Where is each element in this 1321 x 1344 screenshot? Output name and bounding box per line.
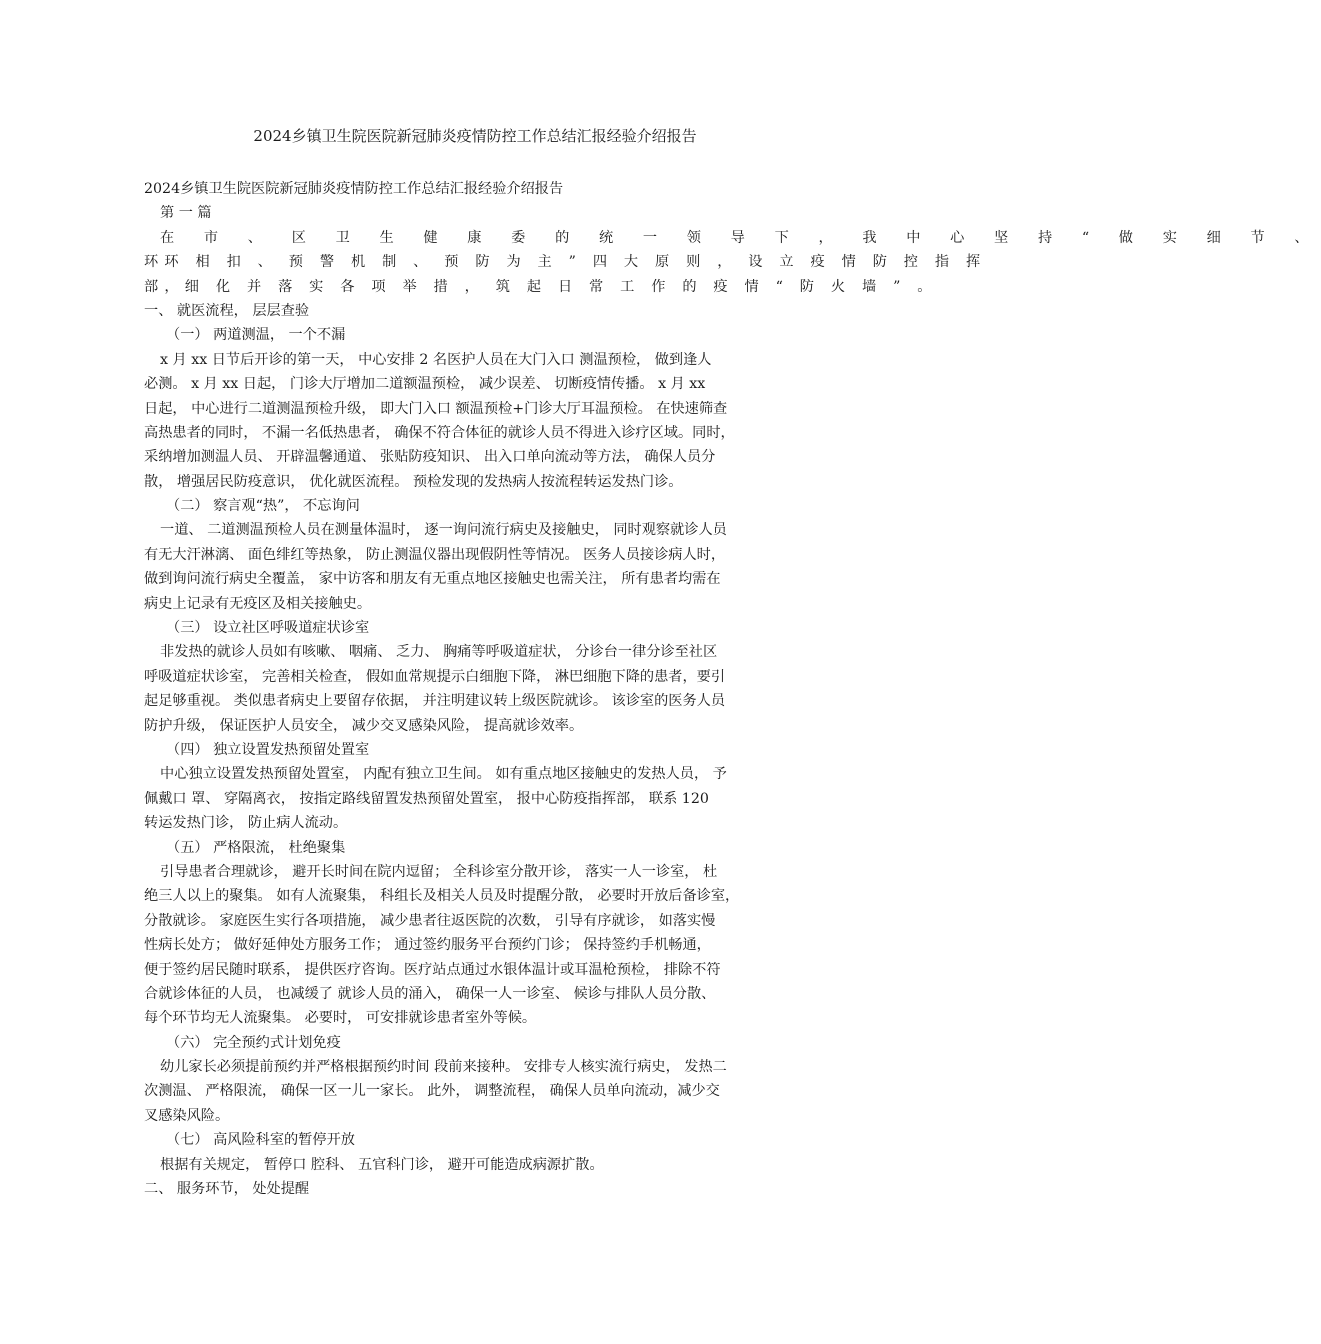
paragraph-line: 起足够重视。 类似患者病史上要留存依据， 并注明建议转上级医院就诊。 该诊室的医务人员 — [144, 693, 726, 710]
paragraph-line: 有无大汗淋漓、 面色绯红等热象， 防止测温仪器出现假阴性等情况。 医务人员接诊病人时， — [144, 546, 726, 563]
paragraph-line: 防护升级， 保证医护人员安全， 减少交叉感染风险， 提高就诊效率。 — [144, 717, 584, 734]
section-heading: 二、 服务环节， 处处提醒 — [144, 1181, 310, 1198]
paragraph-line: 散， 增强居民防疫意识， 优化就医流程。 预检发现的发热病人按流程转运发热门诊。 — [144, 473, 683, 490]
paragraph-line: 佩戴口 罩、 穿隔离衣， 按指定路线留置发热预留处置室， 报中心防疫指挥部， 联系 120 — [144, 790, 709, 807]
paragraph-line: 中心独立设置发热预留处置室， 内配有独立卫生间。 如有重点地区接触史的发热人员， 予 — [160, 766, 727, 783]
paragraph-line: 环环 相 扣 、 预 警 机 制 、 预 防 为 主 ” 四 大 原 则 ， 设 立 疫 情 防 控 指 挥 — [144, 254, 987, 271]
subsection-heading: （四） 独立设置发热预留处置室 — [166, 741, 370, 758]
paragraph-line: 部，细 化 并 落 实 各 项 举 措 ， 筑 起 日 常 工 作 的 疫 情 “ 防 火 墙 ” 。 — [144, 278, 938, 295]
document-title: 2024乡镇卫生院医院新冠肺炎疫情防控工作总结汇报经验介绍报告 — [253, 127, 697, 145]
paragraph-line: 性病长处方； 做好延伸处方服务工作； 通过签约服务平台预约门诊； 保持签约手机畅通， — [144, 937, 711, 954]
subsection-heading: （三） 设立社区呼吸道症状诊室 — [166, 620, 370, 637]
paragraph-line: 非发热的就诊人员如有咳嗽、 咽痛、 乏力、 胸痛等呼吸道症状， 分诊台一律分诊至社区 — [160, 644, 718, 661]
paragraph-line: 转运发热门诊， 防止病人流动。 — [144, 815, 348, 832]
paragraph-line: 每个环节均无人流聚集。 必要时， 可安排就诊患者室外等候。 — [144, 1010, 537, 1027]
body-heading: 2024乡镇卫生院医院新冠肺炎疫情防控工作总结汇报经验介绍报告 — [144, 181, 564, 197]
subsection-heading: （七） 高风险科室的暂停开放 — [166, 1132, 355, 1149]
paragraph-line: 根据有关规定， 暂停口 腔科、 五官科门诊， 避开可能造成病源扩散。 — [160, 1156, 604, 1173]
subsection-heading: （五） 严格限流， 杜绝聚集 — [166, 839, 346, 856]
paragraph-line: 便于签约居民随时联系， 提供医疗咨询。医疗站点通过水银体温计或耳温枪预检， 排除不符 — [144, 961, 721, 978]
paragraph-line: x 月 xx 日节后开诊的第一天， 中心安排 2 名医护人员在大门入口 测温预检， 做到逢人 — [160, 351, 712, 368]
paragraph-line: 分散就诊。 家庭医生实行各项措施， 减少患者往返医院的次数， 引导有序就诊， 如落实慢 — [144, 912, 716, 929]
chapter-label: 第 一 篇 — [160, 205, 212, 222]
subsection-heading: （六） 完全预约式计划免疫 — [166, 1034, 341, 1051]
paragraph-line: 呼吸道症状诊室， 完善相关检查， 假如血常规提示白细胞下降， 淋巴细胞下降的患者，要引 — [144, 668, 726, 685]
paragraph-line: 在 市 、 区 卫 生 健 康 委 的 统 一 领 导 下 ， 我 中 心 坚 持 “ 做 实 细 节 、 — [160, 229, 1321, 246]
paragraph-line: 叉感染风险。 — [144, 1107, 230, 1124]
paragraph-line: 引导患者合理就诊， 避开长时间在院内逗留； 全科诊室分散开诊， 落实一人一诊室， 杜 — [160, 863, 718, 880]
subsection-heading: （二） 察言观“热”， 不忘询问 — [166, 498, 360, 515]
paragraph-line: 做到询问流行病史全覆盖， 家中访客和朋友有无重点地区接触史也需关注， 所有患者均需在 — [144, 571, 721, 588]
paragraph-line: 一道、 二道测温预检人员在测量体温时， 逐一询问流行病史及接触史， 同时观察就诊人员 — [160, 522, 727, 539]
paragraph-line: 绝三人以上的聚集。 如有人流聚集， 科组长及相关人员及时提醒分散， 必要时开放后备诊室， — [144, 888, 740, 905]
document-body — [144, 177, 1321, 1201]
paragraph-line: 幼儿家长必须提前预约并严格根据预约时间 段前来接种。 安排专人核实流行病史， 发热二 — [160, 1059, 727, 1076]
paragraph-line: 合就诊体征的人员， 也减缓了 就诊人员的涌入， 确保一人一诊室、 候诊与排队人员分散、 — [144, 985, 716, 1002]
paragraph-line: 必测。 x 月 xx 日起， 门诊大厅增加二道额温预检， 减少误差、 切断疫情传播。 x 月 xx — [144, 376, 706, 393]
paragraph-line: 日起， 中心进行二道测温预检升级， 即大门入口 额温预检+门诊大厅耳温预检。 在快速筛查 — [144, 400, 728, 417]
section-heading: 一、 就医流程， 层层查验 — [144, 302, 310, 319]
subsection-heading: （一） 两道测温， 一个不漏 — [166, 327, 346, 344]
paragraph-line: 高热患者的同时， 不漏一名低热患者， 确保不符合体征的就诊人员不得进入诊疗区域。同时， — [144, 424, 735, 441]
paragraph-line: 病史上记录有无疫区及相关接触史。 — [144, 595, 372, 612]
paragraph-line: 次测温、 严格限流， 确保一区一儿一家长。 此外， 调整流程， 确保人员单向流动，减少交 — [144, 1083, 720, 1100]
paragraph-line: 采纳增加测温人员、 开辟温馨通道、 张贴防疫知识、 出入口单向流动等方法， 确保人员分 — [144, 449, 716, 466]
